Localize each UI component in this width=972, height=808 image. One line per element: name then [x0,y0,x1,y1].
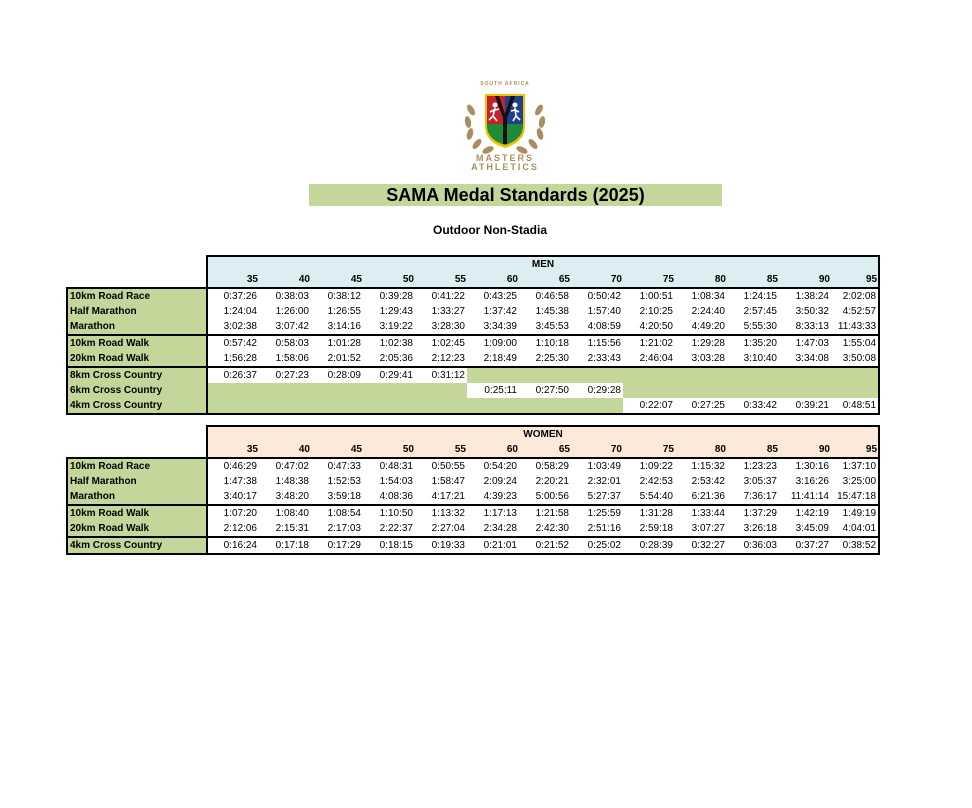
time-cell: 0:47:33 [311,458,363,474]
time-cell: 1:48:38 [275,476,309,487]
time-cell: 2:20:21 [535,476,569,487]
event-name: Half Marathon [67,474,207,489]
age-header-85: 85 [727,442,779,458]
age-header-40: 40 [259,272,311,288]
table-row [67,521,879,537]
blank-corner [67,442,207,458]
age-header-85: 85 [727,272,779,288]
time-cell: 0:25:02 [571,537,623,554]
time-cell [259,383,311,398]
time-cell: 4:08:36 [379,491,413,502]
time-cell: 1:08:54 [311,505,363,521]
time-cell [571,367,623,383]
table-row [67,319,879,335]
time-cell: 1:01:28 [311,335,363,351]
table-row [67,458,879,474]
time-cell: 0:36:03 [727,537,779,554]
women-heading-row [67,426,879,442]
time-cell: 0:21:52 [519,537,571,554]
time-cell: 1:29:28 [675,335,727,351]
time-cell: 8:33:13 [795,321,829,332]
age-header-45: 45 [311,272,363,288]
table-row [67,474,879,489]
time-cell: 1:25:59 [571,505,623,521]
time-cell: 1:58:47 [431,476,465,487]
time-cell: 4:08:59 [587,321,621,332]
age-header-65: 65 [519,272,571,288]
time-cell [467,367,519,383]
time-cell: 4:52:57 [831,304,879,319]
time-cell: 1:15:56 [571,335,623,351]
age-header-75: 75 [623,272,675,288]
time-cell: 3:14:16 [327,321,361,332]
men-heading: MEN [207,256,879,272]
table-row [67,351,879,367]
age-header-95: 95 [831,272,879,288]
time-cell: 1:42:19 [779,505,831,521]
time-cell: 0:46:58 [519,288,571,304]
time-cell [623,367,675,383]
time-cell: 3:02:38 [223,321,257,332]
time-cell: 0:27:25 [675,398,727,414]
time-cell: 2:18:49 [483,353,517,364]
time-cell: 2:12:06 [223,523,257,534]
time-cell: 0:31:12 [415,367,467,383]
time-cell: 3:19:22 [379,321,413,332]
logo-line-1: MASTERS [475,153,534,163]
time-cell: 1:26:55 [327,306,361,317]
time-cell: 3:07:42 [275,321,309,332]
time-cell: 0:17:29 [311,537,363,554]
time-cell: 0:22:07 [623,398,675,414]
logo-line-2: ATHLETICS [471,162,539,172]
time-cell: 3:03:28 [691,353,725,364]
time-cell: 1:08:34 [675,288,727,304]
time-cell: 0:28:39 [623,537,675,554]
time-cell: 0:26:37 [207,367,259,383]
time-cell: 2:15:31 [275,523,309,534]
age-header-60: 60 [467,272,519,288]
time-cell: 2:12:23 [431,353,465,364]
time-cell: 1:47:38 [223,476,257,487]
time-cell: 1:03:49 [571,458,623,474]
time-cell: 0:37:26 [207,288,259,304]
time-cell: 0:48:31 [363,458,415,474]
time-cell: 3:28:30 [431,321,465,332]
time-cell [519,398,571,414]
table-row [67,489,879,505]
event-name: 4km Cross Country [67,537,207,554]
event-name: 10km Road Walk [67,505,207,521]
time-cell [519,367,571,383]
time-cell: 3:34:39 [483,321,517,332]
women-heading: WOMEN [207,426,879,442]
time-cell: 2:57:45 [743,306,777,317]
time-cell: 2:46:04 [639,353,673,364]
time-cell: 3:05:37 [743,476,777,487]
table-row [67,288,879,304]
time-cell: 4:20:50 [639,321,673,332]
time-cell [259,398,311,414]
time-cell [207,383,259,398]
time-cell [675,367,727,383]
time-cell: 1:07:20 [207,505,259,521]
time-cell: 15:47:18 [831,489,879,505]
time-cell: 1:02:45 [415,335,467,351]
event-name: Marathon [67,319,207,335]
time-cell: 3:10:40 [743,353,777,364]
age-header-60: 60 [467,442,519,458]
time-cell: 1:00:51 [623,288,675,304]
time-cell: 2:42:53 [639,476,673,487]
age-header-70: 70 [571,272,623,288]
blank-corner [67,256,207,272]
time-cell: 0:39:21 [779,398,831,414]
time-cell: 3:07:27 [691,523,725,534]
time-cell: 3:48:20 [275,491,309,502]
time-cell: 0:21:01 [467,537,519,554]
time-cell: 2:17:03 [327,523,361,534]
men-standards-table [66,255,880,415]
time-cell: 0:47:02 [259,458,311,474]
event-name: Half Marathon [67,304,207,319]
time-cell: 2:34:28 [483,523,517,534]
event-name: 6km Cross Country [67,383,207,398]
time-cell [311,383,363,398]
time-cell [675,383,727,398]
time-cell [467,398,519,414]
time-cell: 0:48:51 [831,398,879,414]
page-subtitle: Outdoor Non-Stadia [433,223,547,237]
time-cell [363,383,415,398]
time-cell: 1:56:28 [223,353,257,364]
blank-corner [67,272,207,288]
time-cell: 2:33:43 [587,353,621,364]
time-cell: 1:15:32 [675,458,727,474]
time-cell [623,383,675,398]
masters-athletics-logo [455,80,555,176]
time-cell: 4:49:20 [691,321,725,332]
time-cell: 6:21:36 [691,491,725,502]
time-cell: 1:47:03 [779,335,831,351]
event-name: 10km Road Race [67,458,207,474]
age-header-80: 80 [675,272,727,288]
time-cell: 1:52:53 [327,476,361,487]
age-header-45: 45 [311,442,363,458]
age-header-65: 65 [519,442,571,458]
page-title: SAMA Medal Standards (2025) [309,184,722,206]
time-cell: 1:23:23 [727,458,779,474]
time-cell: 0:43:25 [467,288,519,304]
time-cell [415,383,467,398]
time-cell: 0:33:42 [727,398,779,414]
time-cell: 0:29:41 [363,367,415,383]
time-cell [831,383,879,398]
time-cell: 4:04:01 [831,521,879,537]
time-cell: 5:55:30 [743,321,777,332]
time-cell: 0:46:29 [207,458,259,474]
age-header-95: 95 [831,442,879,458]
time-cell: 5:54:40 [639,491,673,502]
age-header-50: 50 [363,442,415,458]
time-cell: 1:09:00 [467,335,519,351]
time-cell: 2:42:30 [535,523,569,534]
age-header-55: 55 [415,442,467,458]
time-cell: 1:02:38 [363,335,415,351]
age-header-90: 90 [779,442,831,458]
blank-corner [67,426,207,442]
time-cell: 1:49:19 [831,505,879,521]
time-cell: 0:32:27 [675,537,727,554]
time-cell: 1:30:16 [779,458,831,474]
time-cell: 1:10:18 [519,335,571,351]
time-cell [779,383,831,398]
time-cell: 1:38:24 [779,288,831,304]
time-cell [415,398,467,414]
time-cell: 0:27:50 [535,385,569,396]
time-cell: 2:10:25 [639,306,673,317]
time-cell: 0:50:55 [415,458,467,474]
time-cell: 1:29:43 [379,306,413,317]
men-age-row [67,272,879,288]
time-cell: 0:17:18 [259,537,311,554]
time-cell: 2:24:40 [691,306,725,317]
age-header-55: 55 [415,272,467,288]
time-cell: 1:54:03 [379,476,413,487]
table-row [67,505,879,521]
time-cell: 0:16:24 [207,537,259,554]
time-cell: 0:58:29 [519,458,571,474]
event-name: 4km Cross Country [67,398,207,414]
time-cell: 1:31:28 [623,505,675,521]
time-cell [727,383,779,398]
time-cell: 11:41:14 [790,491,829,502]
time-cell: 1:55:04 [831,335,879,351]
table-row [67,304,879,319]
time-cell: 0:57:42 [207,335,259,351]
time-cell: 2:02:08 [831,288,879,304]
event-name: 20km Road Walk [67,521,207,537]
time-cell: 2:59:18 [639,523,673,534]
women-standards-table [66,425,880,555]
time-cell: 11:43:33 [831,319,879,335]
age-header-50: 50 [363,272,415,288]
event-name: 8km Cross Country [67,367,207,383]
table-row [67,383,879,398]
time-cell: 0:50:42 [571,288,623,304]
table-row [67,398,879,414]
time-cell [727,367,779,383]
table-row [67,367,879,383]
time-cell [779,367,831,383]
logo-arc-text: SOUTH AFRICA [480,81,530,87]
time-cell: 5:00:56 [535,491,569,502]
time-cell: 0:38:12 [311,288,363,304]
time-cell: 3:50:08 [831,351,879,367]
time-cell: 1:08:40 [259,505,311,521]
time-cell: 1:17:13 [467,505,519,521]
time-cell [363,398,415,414]
time-cell: 0:28:09 [311,367,363,383]
time-cell: 4:17:21 [431,491,465,502]
table-row [67,335,879,351]
time-cell: 3:34:08 [795,353,829,364]
time-cell: 0:29:28 [587,385,621,396]
time-cell: 3:59:18 [327,491,361,502]
time-cell: 1:37:10 [831,458,879,474]
time-cell: 1:37:29 [727,505,779,521]
time-cell: 1:26:00 [275,306,309,317]
time-cell: 3:40:17 [223,491,257,502]
time-cell: 1:33:44 [675,505,727,521]
time-cell [831,367,879,383]
time-cell: 2:01:52 [327,353,361,364]
time-cell: 1:24:04 [223,306,257,317]
time-cell: 1:10:50 [363,505,415,521]
time-cell [207,398,259,414]
time-cell: 1:57:40 [587,306,621,317]
time-cell: 3:26:18 [743,523,777,534]
time-cell: 1:37:42 [483,306,517,317]
time-cell: 2:22:37 [379,523,413,534]
time-cell: 0:37:27 [779,537,831,554]
time-cell: 0:18:15 [363,537,415,554]
age-header-75: 75 [623,442,675,458]
time-cell: 1:33:27 [431,306,465,317]
time-cell: 1:58:06 [275,353,309,364]
time-cell: 7:36:17 [743,491,777,502]
time-cell: 0:54:20 [467,458,519,474]
time-cell: 0:39:28 [363,288,415,304]
age-header-35: 35 [207,442,259,458]
time-cell: 1:35:20 [727,335,779,351]
time-cell: 0:41:22 [415,288,467,304]
time-cell: 0:38:52 [831,537,879,554]
time-cell: 1:45:38 [535,306,569,317]
event-name: 10km Road Race [67,288,207,304]
event-name: 10km Road Walk [67,335,207,351]
age-header-70: 70 [571,442,623,458]
time-cell: 0:38:03 [259,288,311,304]
time-cell [571,398,623,414]
time-cell: 0:27:23 [259,367,311,383]
women-age-row [67,442,879,458]
age-header-40: 40 [259,442,311,458]
time-cell: 1:21:58 [519,505,571,521]
time-cell: 2:32:01 [587,476,621,487]
time-cell: 2:27:04 [431,523,465,534]
time-cell: 2:53:42 [691,476,725,487]
event-name: Marathon [67,489,207,505]
time-cell: 3:45:09 [795,523,829,534]
sama-emblem-icon [455,80,555,156]
time-cell: 2:05:36 [379,353,413,364]
time-cell: 2:09:24 [483,476,517,487]
time-cell: 0:19:33 [415,537,467,554]
age-header-35: 35 [207,272,259,288]
time-cell: 4:39:23 [483,491,517,502]
time-cell: 3:16:26 [795,476,829,487]
time-cell: 0:58:03 [259,335,311,351]
men-heading-row [67,256,879,272]
table-row [67,537,879,554]
time-cell: 3:45:53 [535,321,569,332]
time-cell: 0:25:11 [484,385,517,396]
time-cell: 1:09:22 [623,458,675,474]
time-cell: 5:27:37 [587,491,621,502]
time-cell: 2:51:16 [587,523,621,534]
time-cell: 3:50:32 [795,306,829,317]
time-cell: 1:24:15 [727,288,779,304]
time-cell: 1:21:02 [623,335,675,351]
time-cell: 2:25:30 [535,353,569,364]
age-header-80: 80 [675,442,727,458]
time-cell: 3:25:00 [831,474,879,489]
event-name: 20km Road Walk [67,351,207,367]
time-cell [311,398,363,414]
time-cell: 1:13:32 [415,505,467,521]
age-header-90: 90 [779,272,831,288]
